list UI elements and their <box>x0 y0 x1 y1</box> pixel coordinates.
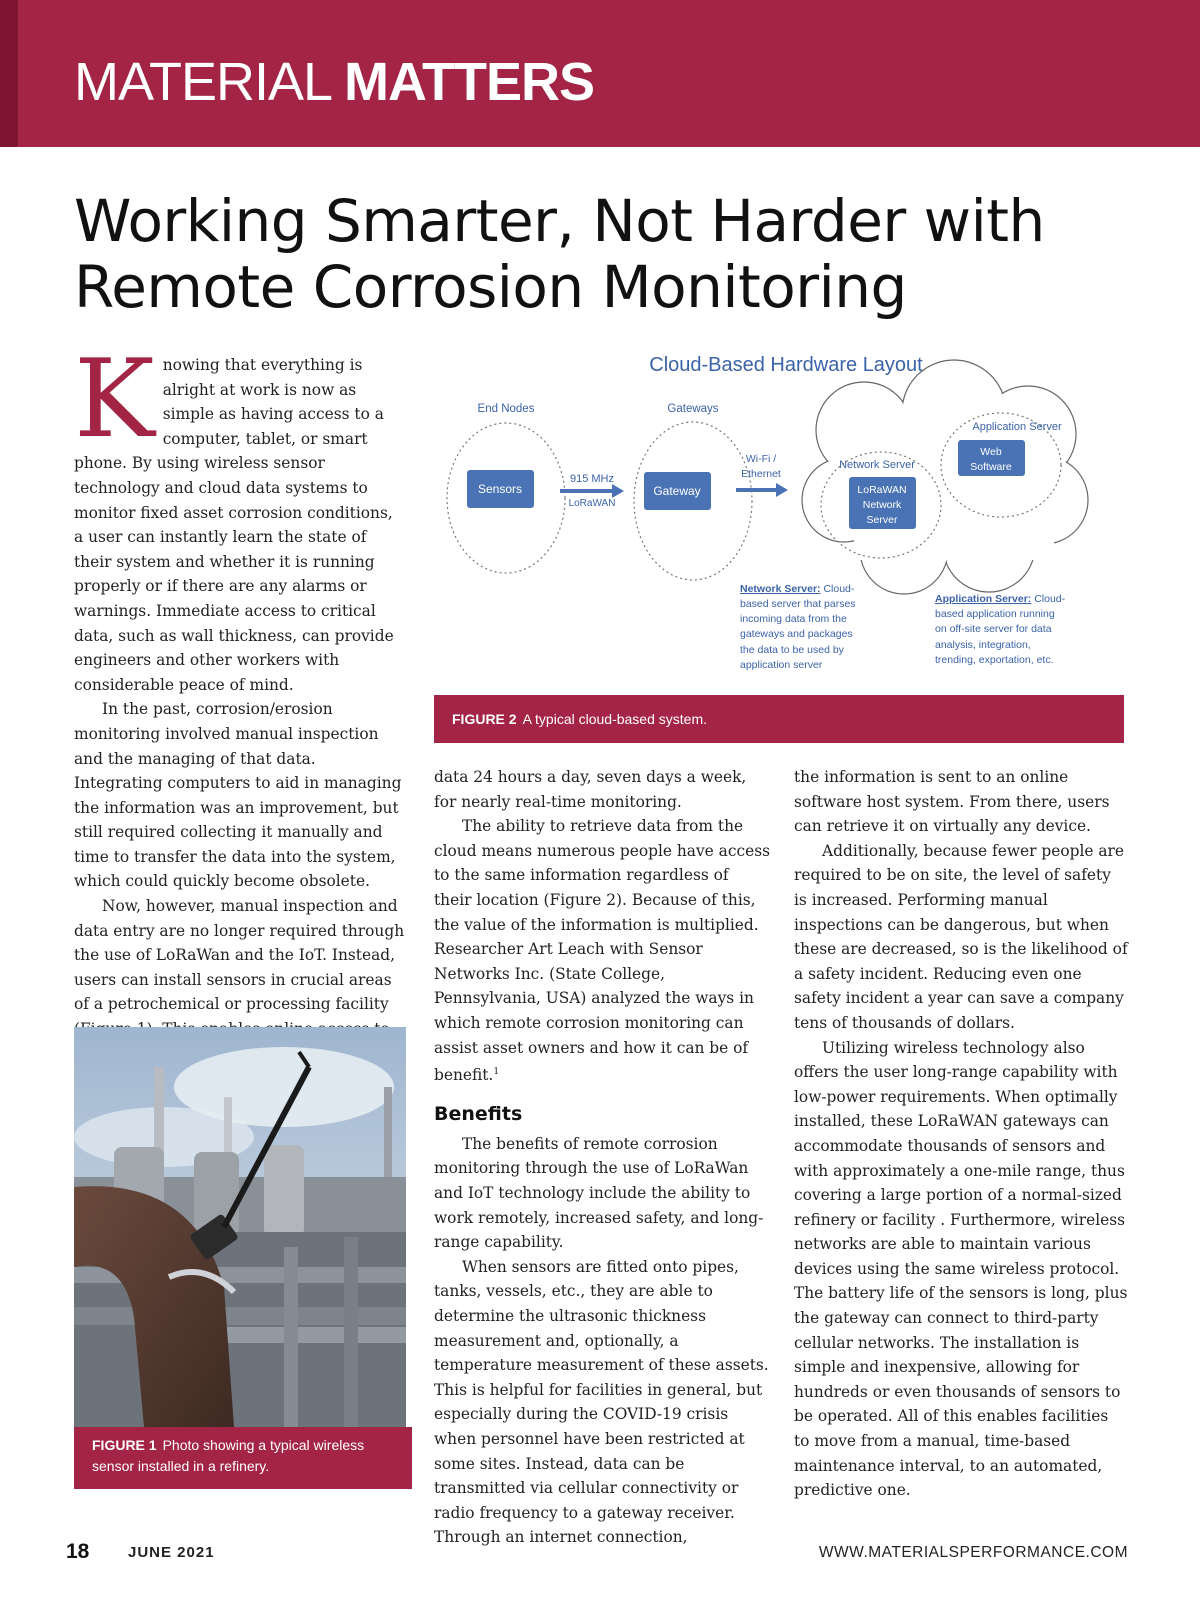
link-protocol: LoRaWAN <box>568 498 616 509</box>
svg-text:Network Server: Cloud- <box>740 583 855 595</box>
web-software-line1: Web <box>980 446 1002 458</box>
paragraph: In the past, corrosion/erosion monitoring involved manual inspection and the managing of that data. Integrating computers to aid in managing the information was an improvement, but still required collecting it manually and time to transfer the data into the system, which could quickly become obsolete. <box>74 700 402 891</box>
drop-cap: K <box>74 337 155 462</box>
as-note-line3: on off-site server for data <box>935 623 1052 635</box>
ns-note-line1: Cloud- <box>820 583 855 595</box>
diagram-title: Cloud-Based Hardware Layout <box>649 354 923 376</box>
figure-1-photo <box>74 1027 406 1427</box>
as-note-line1: Cloud- <box>1031 593 1066 605</box>
paragraph: The benefits of remote corrosion monitoring through the use of LoRaWan and IoT technology include the ability to work remotely, increased safety, and long-range capability. <box>434 1134 764 1252</box>
section-title <box>74 52 594 112</box>
gateway-box-label: Gateway <box>653 484 701 498</box>
column-3 <box>794 765 1128 1503</box>
figure-2-caption <box>434 695 1124 743</box>
section-title-bold: MATTERS <box>344 52 595 112</box>
paragraph <box>74 337 406 697</box>
paragraph: data 24 hours a day, seven days a week, for nearly real-time monitoring. <box>434 768 747 811</box>
paragraph: When sensors are fitted onto pipes, tanks, vessels, etc., they are able to determine the ultrasonic thickness measurement and, optionally, a temperature measurement of these assets. This is helpful for facilities in general, but especially during the COVID-19 crisis when personnel have been restricted at some sites. Instead, data can be transmitted via cellular connectivity or radio frequency to a gateway receiver. Through an internet connection, <box>434 1257 769 1547</box>
link-wifi: Wi-Fi / <box>745 453 777 465</box>
lorawan-server-line1: LoRaWAN <box>857 484 907 496</box>
figure-1-caption-text: Photo showing a typical wireless sensor installed in a refinery. <box>92 1437 365 1474</box>
column-2 <box>434 765 770 1550</box>
issue-date: JUNE 2021 <box>128 1544 215 1561</box>
sensors-box-label: Sensors <box>477 482 523 496</box>
figure-2-caption-text: A typical cloud-based system. <box>522 711 707 727</box>
paragraph-text: nowing that everything is alright at work is now as simple as having access to a computer, tablet, or smart phone. By using wireless sensor technology and cloud data systems to monitor fixed asset corrosion conditions, a user can instantly learn the state of their system and whether it is running properly or if there are any alarms or warnings. Immediate access to critical data, such as wall thickness, can provide engineers and other workers with considerable peace of mind. <box>74 356 394 694</box>
ns-note-line6: application server <box>740 659 823 671</box>
banner-accent-strip <box>0 0 18 147</box>
ns-note-line4: gateways and packages <box>740 628 853 640</box>
as-note-heading: Application Server: <box>935 593 1032 605</box>
ns-note-line2: based server that parses <box>740 598 856 610</box>
lorawan-server-line3: Server <box>866 514 898 526</box>
figure-2-label: FIGURE 2 <box>452 711 517 727</box>
lora-arrow-head <box>612 484 624 498</box>
link-frequency: 915 MHz <box>569 473 615 485</box>
section-banner <box>0 0 1200 147</box>
benefits-heading: Benefits <box>434 1102 523 1125</box>
application-server-label: Application Server <box>972 421 1062 433</box>
article-title-line1: Working Smarter, Not Harder with <box>74 187 1045 255</box>
section-title-light: MATERIAL <box>74 52 345 112</box>
paragraph <box>434 814 770 1088</box>
web-software-line2: Software <box>970 461 1012 473</box>
paragraph: Utilizing wireless technology also offers the user long-range capability with low-power requirements. When optimally installed, these LoRaWAN gateways can accommodate thousands of sensors and with approximately a one-mile range, thus covering a large portion of a normal-sized refinery or facility . Furthermore, wireless networks are able to maintain various devices using the same wireless protocol. The battery life of the sensors is long, plus the gateway can connect to third-party cellular networks. The installation is simple and inexpensive, allowing for hundreds or even thousands of sensors to be operated. All of this enables facilities to move from a manual, time-based maintenance interval, to an automated, predictive one. <box>794 1038 1128 1500</box>
publication-url: WWW.MATERIALSPERFORMANCE.COM <box>818 1544 1128 1561</box>
as-note-line5: trending, exportation, etc. <box>935 654 1054 666</box>
gateways-label: Gateways <box>667 403 719 415</box>
footnote-ref: 1 <box>493 1067 500 1078</box>
paragraph: Now, however, manual inspection and data entry are no longer required through the use of LoRaWan and the IoT. Instead, users can install sensors in crucial areas of a petrochemical or processing facility <box>74 897 405 1014</box>
as-note-line4: analysis, integration, <box>935 639 1031 651</box>
link-ethernet: Ethernet <box>741 468 781 480</box>
ns-note-heading: Network Server: <box>740 583 821 595</box>
ns-note-line3: incoming data from the <box>740 613 847 625</box>
ethernet-arrow-head <box>776 483 788 497</box>
cloud-fill <box>803 361 1087 593</box>
column-1 <box>74 337 406 1042</box>
as-note-line2: based application running <box>935 608 1055 620</box>
refinery-photo-illustration <box>74 1027 406 1427</box>
end-nodes-label: End Nodes <box>477 403 535 415</box>
figure-2-diagram <box>434 350 1126 695</box>
network-server-label: Network Server <box>839 459 915 471</box>
svg-text:Application Server: Cloud- <box>935 593 1066 605</box>
ns-note-line5: the data to be used by <box>740 644 844 656</box>
figure-1-label: FIGURE 1 <box>92 1437 157 1453</box>
lorawan-server-line2: Network <box>862 499 902 511</box>
page-number: 18 <box>66 1540 90 1563</box>
network-server-note <box>740 583 856 671</box>
application-server-note <box>935 593 1066 666</box>
article-title-line2: Remote Corrosion Monitoring <box>74 253 907 321</box>
paragraph: the information is sent to an online software host system. From there, users can retrieve it on virtually any device. <box>794 768 1110 836</box>
paragraph: Additionally, because fewer people are required to be on site, the level of safety is increased. Performing manual inspections can be dangerous, but when these are decreased, so is the likelihood of a safety incident. Reducing even one safety incident a year can save a company tens of thousands of dollars. <box>794 841 1128 1032</box>
figure-1-caption <box>74 1427 412 1489</box>
paragraph-text: The ability to retrieve data from the cloud means numerous people have access to the same information regardless of their location (Figure 2). Because of this, the value of the information is multiplied. Researcher Art Leach with Sensor Networks Inc. (State College, Pennsylvania, USA) analyzed the ways in which remote corrosion monitoring can assist asset owners and how it can be of benefit. <box>434 817 771 1085</box>
article-title <box>74 188 1134 320</box>
